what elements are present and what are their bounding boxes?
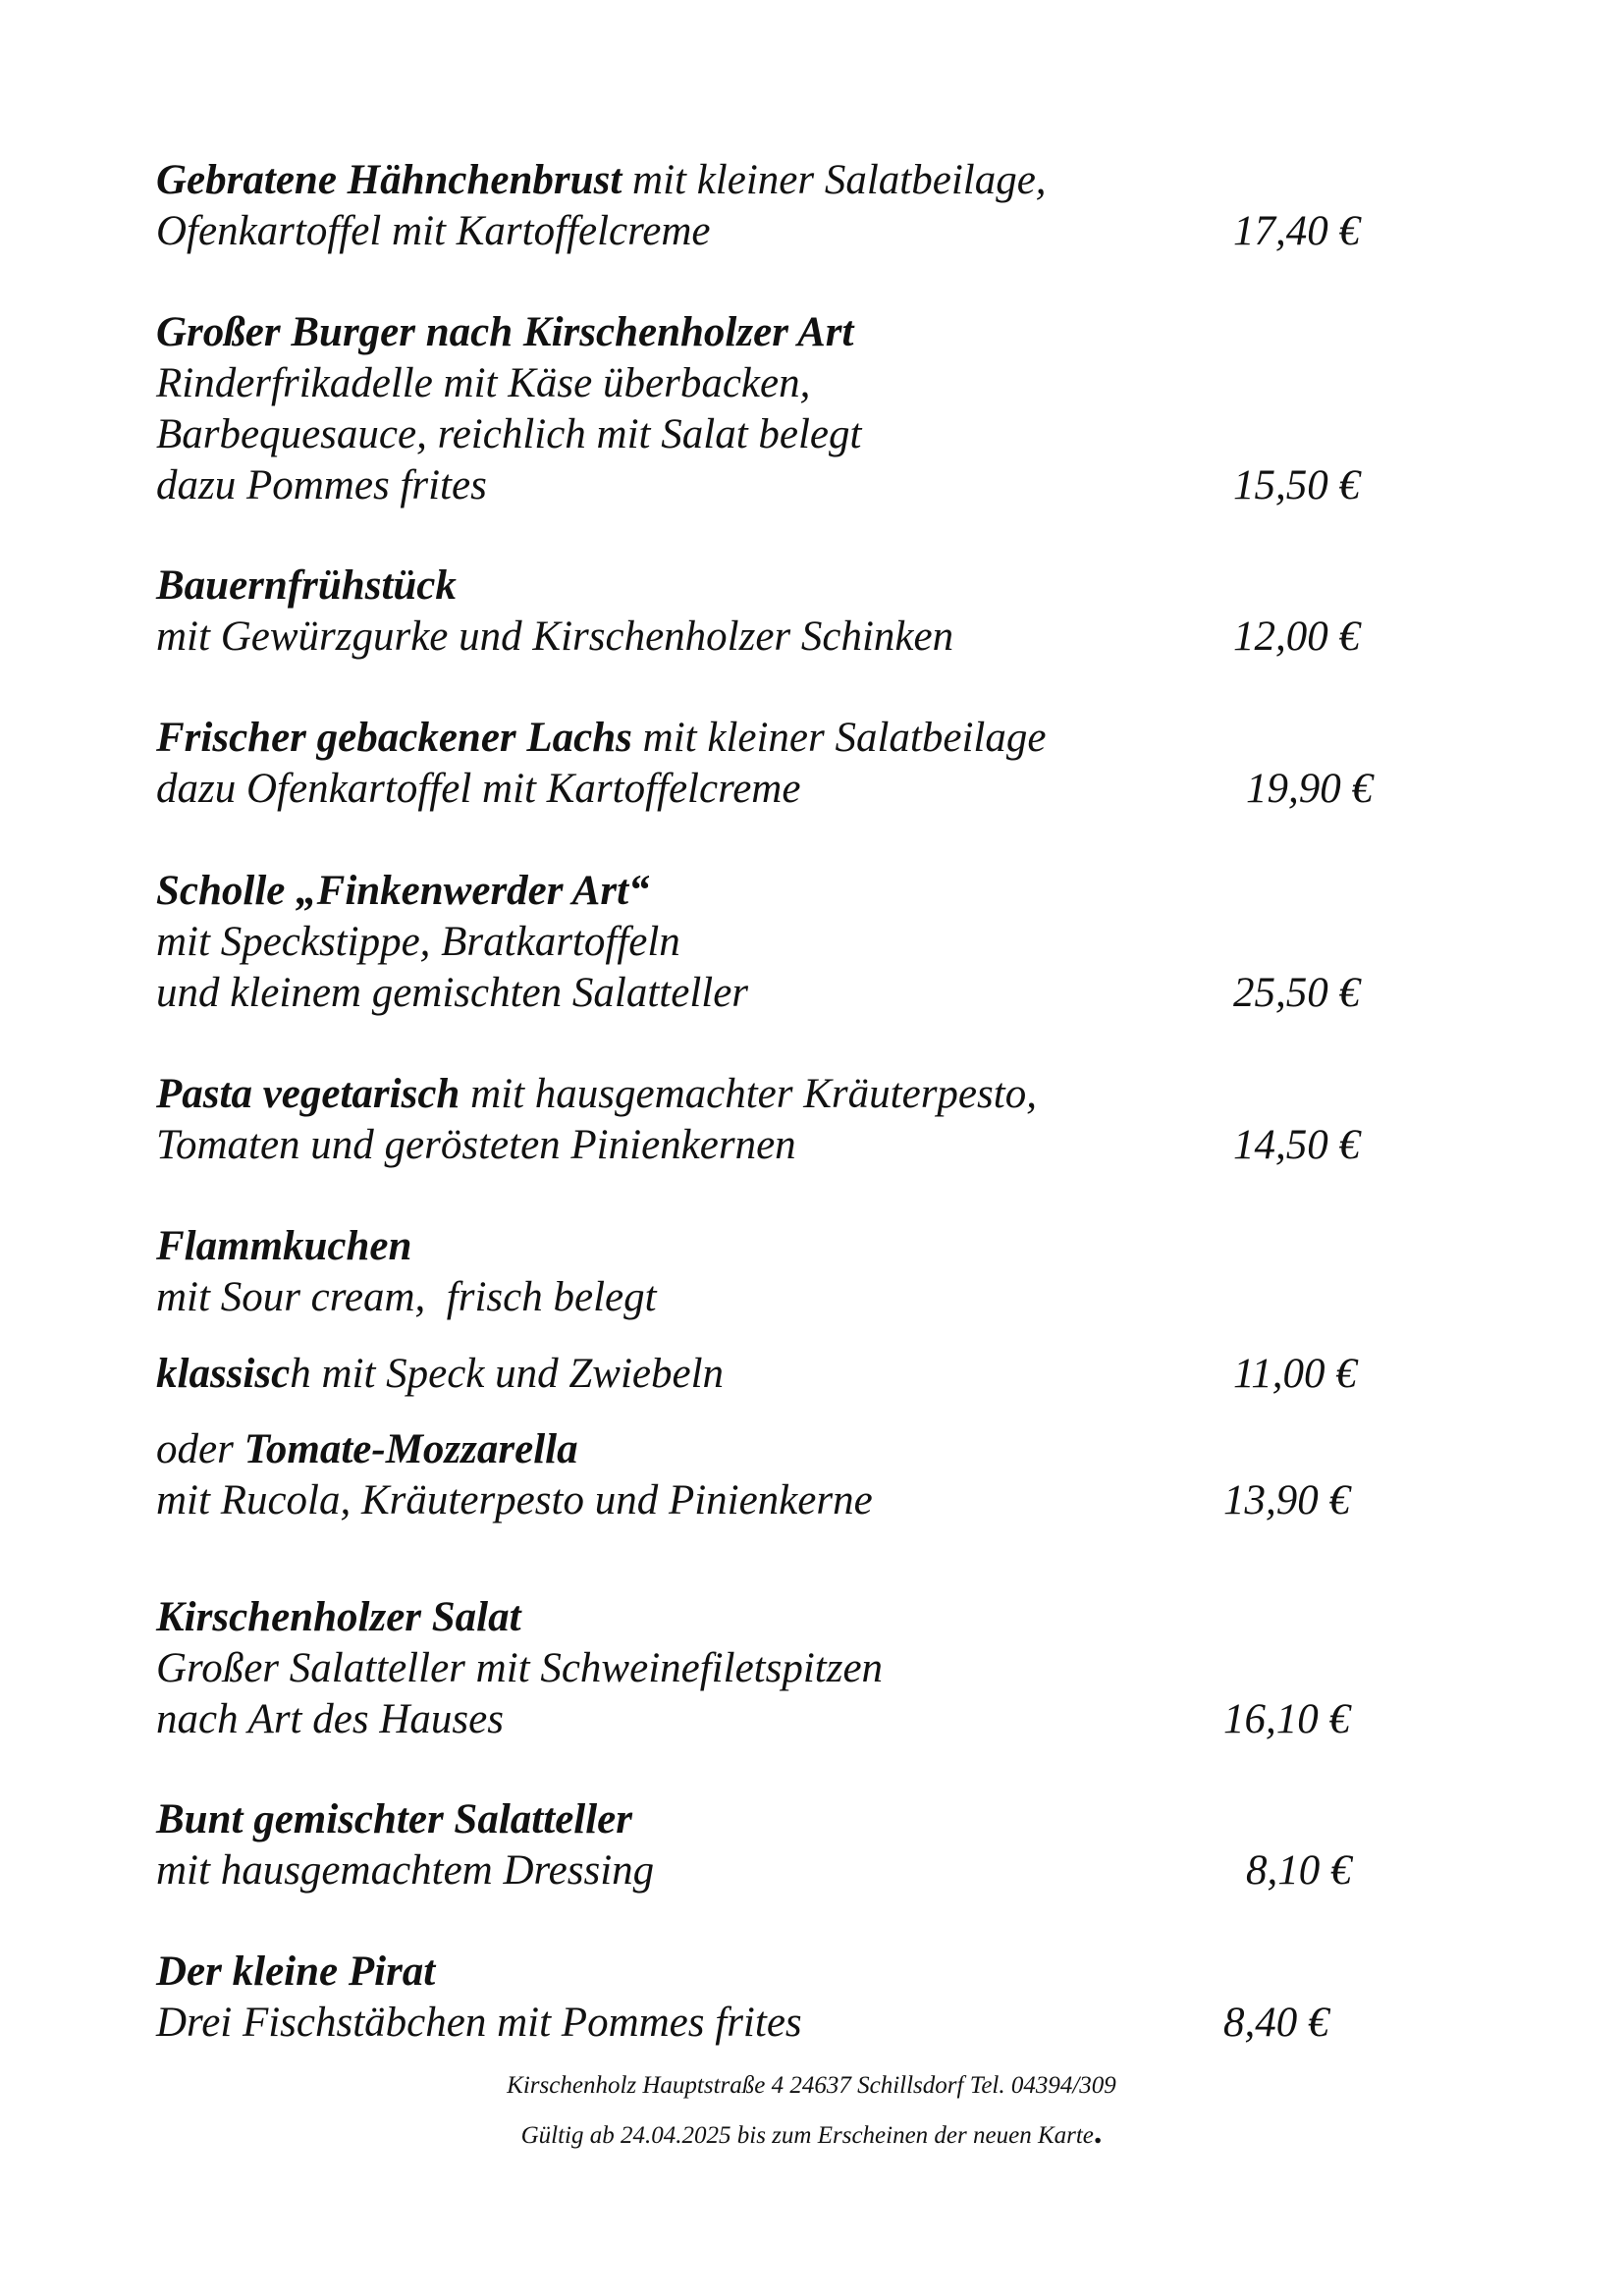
dish-description: mit kleiner Salatbeilage <box>631 715 1047 761</box>
dish-description: mit hausgemachter Kräuterpesto, <box>460 1071 1037 1117</box>
dish-name: Flammkuchen <box>156 1223 412 1269</box>
dish-price: 25,50 € <box>1233 970 1360 1016</box>
dish-name: Kirschenholzer Salat <box>156 1594 521 1640</box>
dish-price: 19,90 € <box>1246 766 1373 812</box>
dish-description: mit kleiner Salatbeilage, <box>622 157 1047 203</box>
dish-name: Gebratene Hähnchenbrust <box>156 157 622 203</box>
dish-name: Bunt gemischter Salatteller <box>156 1796 632 1842</box>
dish-description: Ofenkartoffel mit Kartoffelcreme <box>156 208 711 254</box>
dish-description: dazu Ofenkartoffel mit Kartoffelcreme <box>156 766 801 812</box>
menu-item-title-line <box>156 155 1047 206</box>
dish-price: 8,40 € <box>1223 2000 1329 2046</box>
dish-name: Bauernfrühstück <box>156 562 457 609</box>
dish-description: Tomaten und gerösteten Pinienkernen <box>156 1122 796 1168</box>
dish-name: Scholle „Finkenwerder Art“ <box>156 868 650 914</box>
variant-prefix: oder <box>156 1426 244 1472</box>
dish-description: Drei Fischstäbchen mit Pommes frites <box>156 2000 802 2046</box>
dish-price: 15,50 € <box>1233 462 1360 508</box>
menu-item-title-line <box>156 1069 1037 1120</box>
dish-name: Frischer gebackener Lachs <box>156 715 632 761</box>
dish-price: 16,10 € <box>1223 1696 1350 1742</box>
validity-end: . <box>1093 2114 1103 2151</box>
dish-description: mit hausgemachtem Dressing <box>156 1847 655 1894</box>
dish-description: dazu Pommes frites <box>156 462 487 508</box>
dish-price: 8,10 € <box>1246 1847 1352 1894</box>
dish-description: mit Sour cream, frisch belegt <box>156 1274 657 1320</box>
dish-description: Rinderfrikadelle mit Käse überbacken, <box>156 360 811 406</box>
dish-price: 14,50 € <box>1233 1122 1360 1168</box>
dish-name: Der kleine Pirat <box>156 1949 436 1995</box>
dish-description: mit Gewürzgurke und Kirschenholzer Schinken <box>156 614 954 660</box>
dish-description: Großer Salatteller mit Schweinefiletspitzen <box>156 1645 884 1691</box>
dish-name: Pasta vegetarisch <box>156 1071 460 1117</box>
variant-description: mit Rucola, Kräuterpesto und Pinienkerne <box>156 1477 873 1523</box>
dish-price: 13,90 € <box>1223 1477 1350 1523</box>
validity-text: Gültig ab 24.04.2025 bis zum Erscheinen der neuen Karte <box>520 2122 1094 2149</box>
dish-description: und kleinem gemischten Salatteller <box>156 970 749 1016</box>
dish-price: 17,40 € <box>1233 208 1360 254</box>
variant-name: klassisc <box>156 1351 291 1397</box>
dish-variant-line <box>156 1424 578 1475</box>
footer-address: Kirschenholz Hauptstraße 4 24637 Schillsdorf Tel. 04394/309 <box>507 2072 1116 2099</box>
footer-validity <box>0 2114 1623 2152</box>
dish-description: mit Speckstippe, Bratkartoffeln <box>156 919 680 965</box>
menu-item-title-line <box>156 713 1046 764</box>
variant-description: h mit Speck und Zwiebeln <box>290 1351 725 1397</box>
dish-description: Barbequesauce, reichlich mit Salat belegt <box>156 411 862 457</box>
dish-description: nach Art des Hauses <box>156 1696 504 1742</box>
dish-price: 11,00 € <box>1233 1351 1357 1397</box>
dish-price: 12,00 € <box>1233 614 1360 660</box>
dish-name: Großer Burger nach Kirschenholzer Art <box>156 309 854 355</box>
variant-name: Tomate-Mozzarella <box>243 1426 578 1472</box>
dish-variant-line <box>156 1349 724 1400</box>
